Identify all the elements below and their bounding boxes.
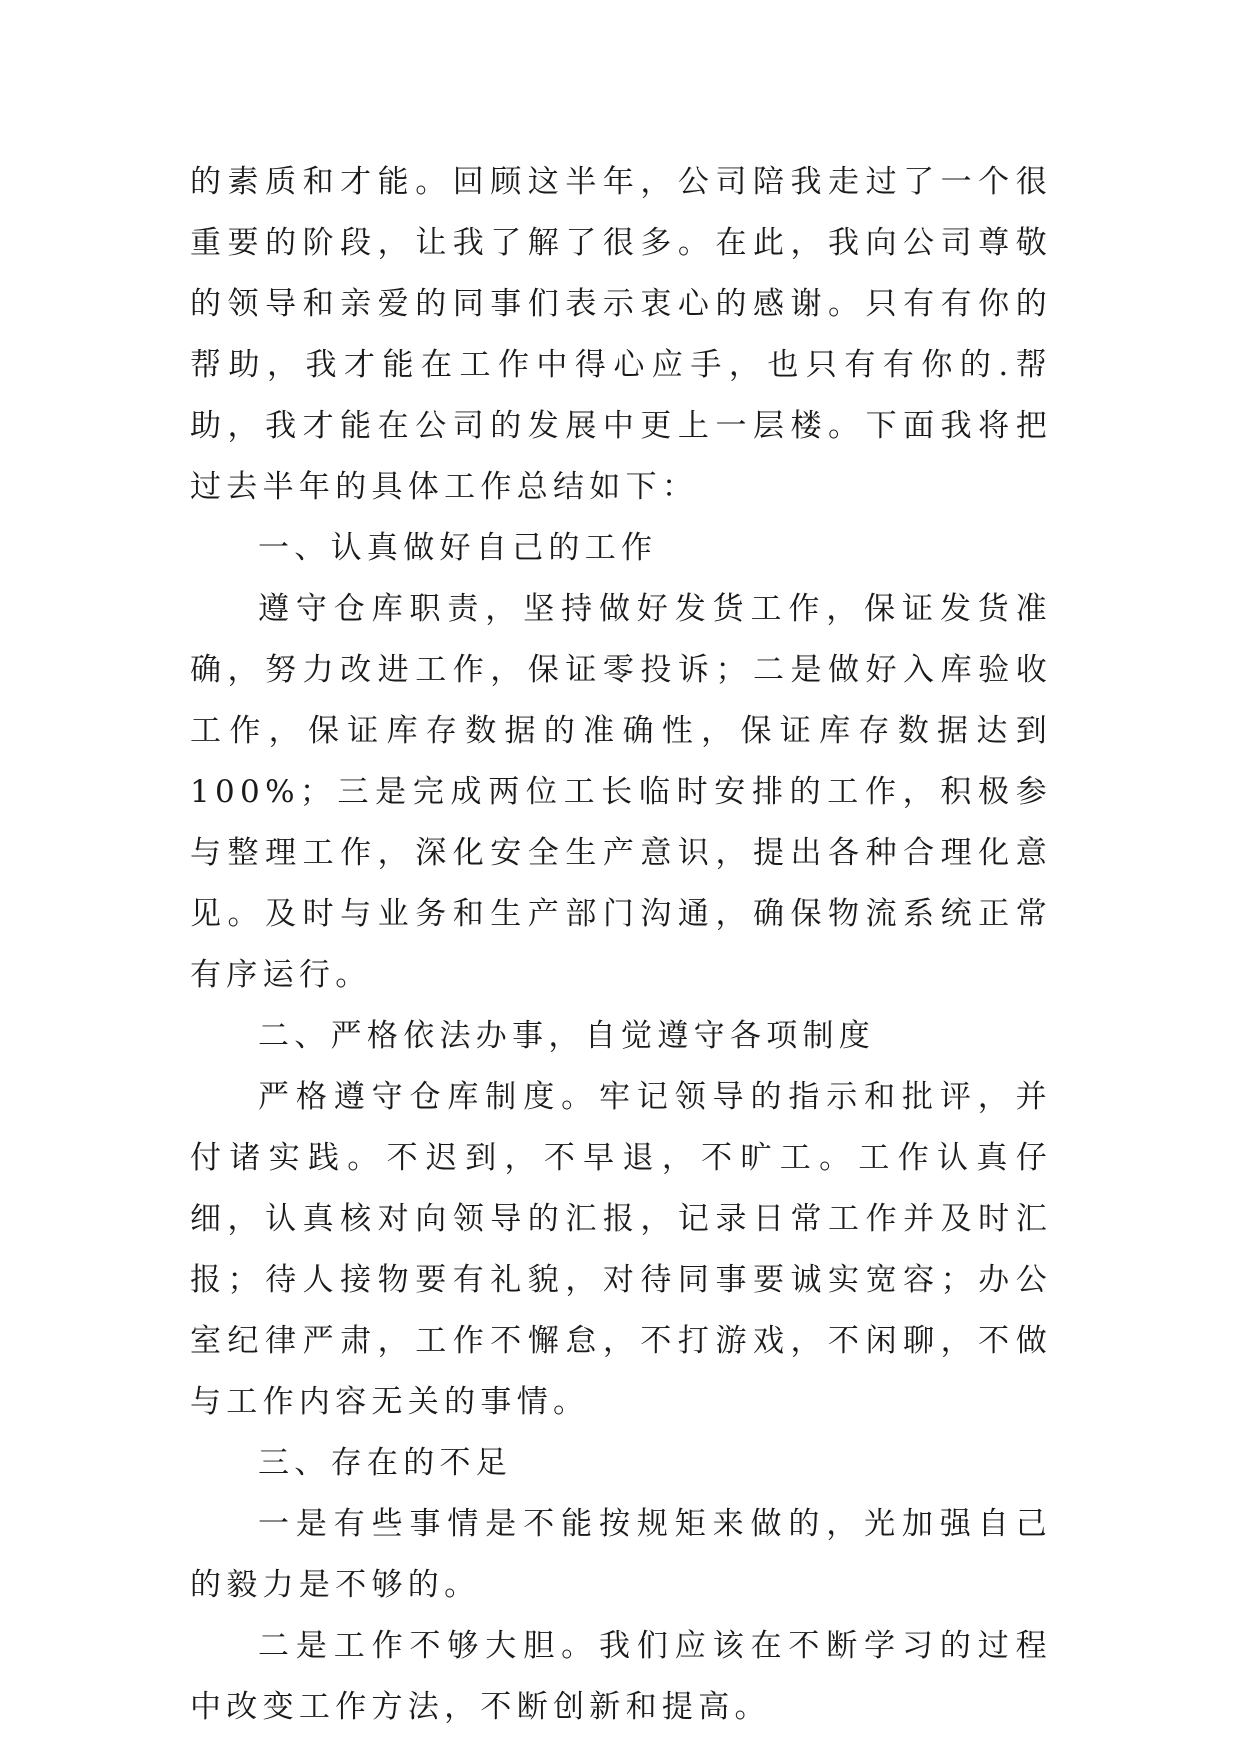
document-page — [190, 152, 1052, 1738]
body-paragraph: 遵守仓库职责，坚持做好发货工作，保证发货准确，努力改进工作，保证零投诉；二是做好入库验收工作，保证库存数据的准确性，保证库存数据达到100%；三是完成两位工长临时安排的工作，积极参与整理工作，深化安全生产意识，提出各种合理化意见。及时与业务和生产部门沟通，确保物流系统正常有序运行。 — [190, 591, 1052, 993]
body-paragraph: 一是有些事情是不能按规矩来做的，光加强自己的毅力是不够的。 — [190, 1506, 1052, 1603]
section-heading: 三、存在的不足 — [258, 1445, 513, 1481]
body-paragraph: 二是工作不够大胆。我们应该在不断学习的过程中改变工作方法，不断创新和提高。 — [190, 1628, 1052, 1725]
section-heading: 二、严格依法办事，自觉遵守各项制度 — [258, 1018, 876, 1054]
body-paragraph: 的素质和才能。回顾这半年，公司陪我走过了一个很重要的阶段，让我了解了很多。在此，我向公司尊敬的领导和亲爱的同事们表示衷心的感谢。只有有你的帮助，我才能在工作中得心应手，也只有有你的.帮助，我才能在公司的发展中更上一层楼。下面我将把过去半年的具体工作总结如下： — [190, 164, 1052, 505]
body-paragraph: 严格遵守仓库制度。牢记领导的指示和批评，并付诸实践。不迟到，不早退，不旷工。工作认真仔细，认真核对向领导的汇报，记录日常工作并及时汇报；待人接物要有礼貌，对待同事要诚实宽容；办公室纪律严肃，工作不懈怠，不打游戏，不闲聊，不做与工作内容无关的事情。 — [190, 1079, 1052, 1420]
section-heading: 一、认真做好自己的工作 — [258, 530, 658, 566]
